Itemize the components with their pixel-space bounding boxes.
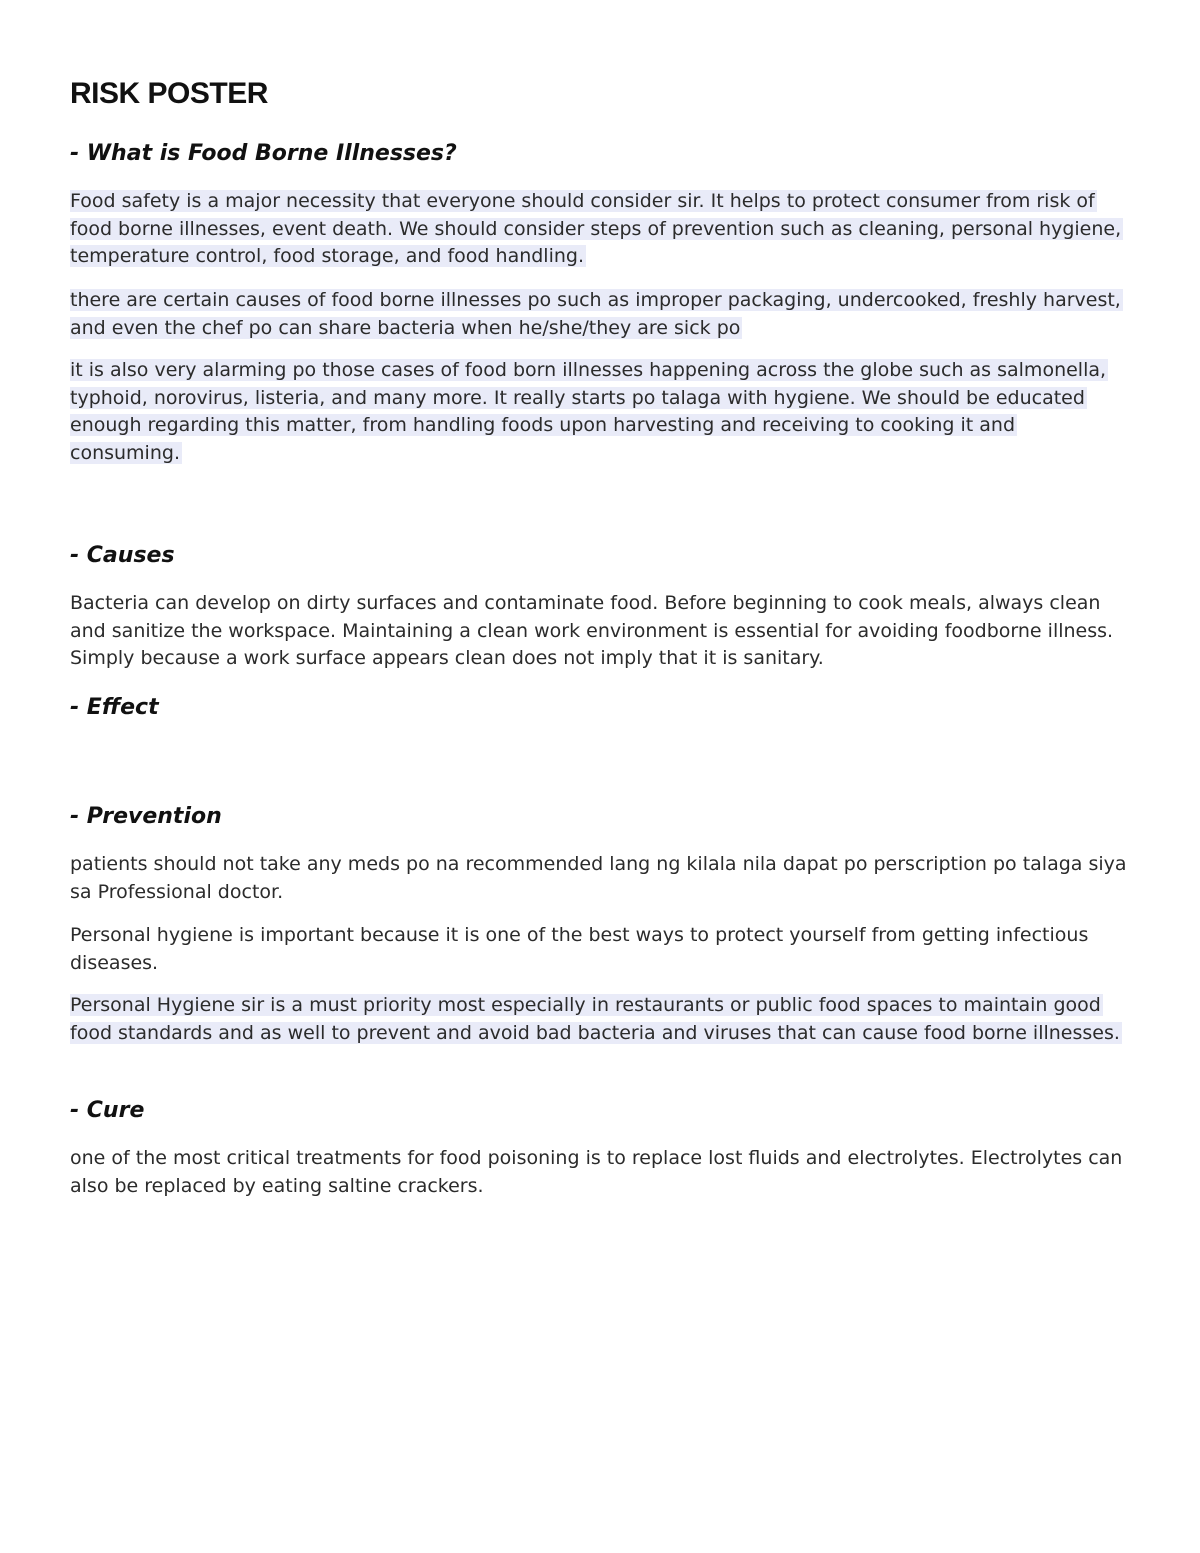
paragraph-prevention-3 (70, 992, 1132, 1047)
paragraph-prevention-1: patients should not take any meds po na recommended lang ng kilala nila dapat po perscription po talaga siya sa Professional doctor. (70, 853, 1127, 903)
paragraph-what-is-3 (70, 357, 1132, 467)
heading-what-is: - What is Food Borne Illnesses? (70, 141, 457, 166)
heading-causes: - Causes (70, 543, 175, 568)
paragraph-what-is-1 (70, 188, 1132, 271)
paragraph-causes-1: Bacteria can develop on dirty surfaces and contaminate food. Before beginning to cook meals, always clean and sanitize the workspace. Maintaining a clean work environment is essential for avoiding foodborne illness. Simply because a work surface appears clean does not imply that it is sanitary. (70, 592, 1114, 669)
heading-effect: - Effect (70, 695, 159, 720)
heading-prevention: - Prevention (70, 804, 222, 829)
paragraph-prevention-2: Personal hygiene is important because it is one of the best ways to protect yourself from getting infectious diseases. (70, 924, 1089, 974)
document-title: RISK POSTER (70, 77, 268, 110)
highlighted-text: there are certain causes of food borne illnesses po such as improper packaging, undercooked, freshly harvest, and even the chef po can share bacteria when he/she/they are sick po (70, 289, 1121, 339)
highlighted-text: Food safety is a major necessity that everyone should consider sir. It helps to protect consumer from risk of food borne illnesses, event death. We should consider steps of prevention such as cleaning, personal hygiene, temperature control, food storage, and food handling. (70, 190, 1122, 267)
highlighted-text: Personal Hygiene sir is a must priority most especially in restaurants or public food spaces to maintain good food standards and as well to prevent and avoid bad bacteria and viruses that can cause food borne illnesses. (70, 994, 1120, 1044)
paragraph-cure-1: one of the most critical treatments for food poisoning is to replace lost fluids and electrolytes. Electrolytes can also be replaced by eating saltine crackers. (70, 1147, 1123, 1197)
heading-cure: - Cure (70, 1098, 145, 1123)
paragraph-what-is-2 (70, 287, 1132, 342)
highlighted-text: it is also very alarming po those cases of food born illnesses happening across the globe such as salmonella, typhoid, norovirus, listeria, and many more. It really starts po talaga with hygiene. We should be educated enough regarding this matter, from handling foods upon harvesting and receiving to cooking it and consuming. (70, 359, 1107, 464)
